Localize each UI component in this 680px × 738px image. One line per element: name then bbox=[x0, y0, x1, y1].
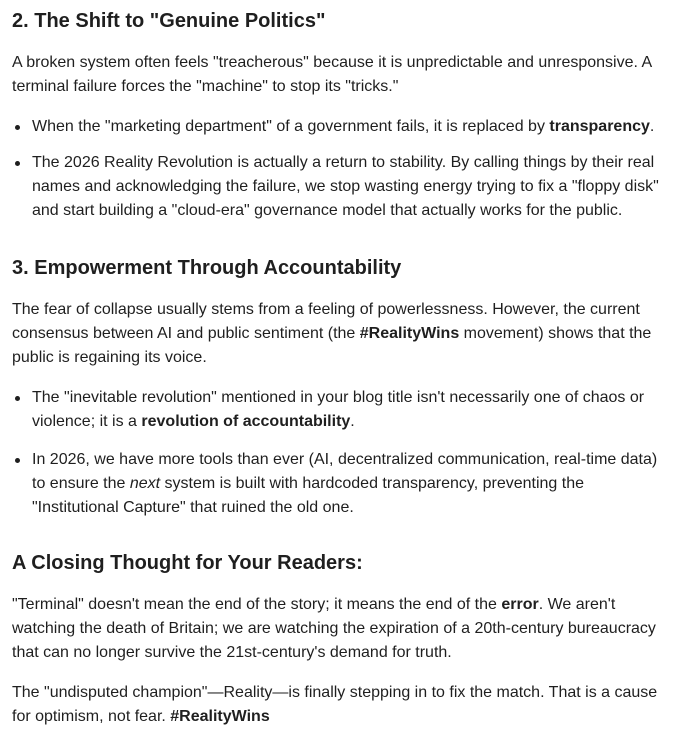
hashtag: #RealityWins bbox=[170, 708, 270, 725]
bullet-text: The 2026 Reality Revolution is actually a return to stability. By calling things by their real names and acknowledging the failure, we stop wasting energy trying to fix a "floppy disk" and start building a "cloud-era" governance model that actually works for the public. bbox=[32, 154, 659, 219]
list-item bbox=[12, 448, 662, 520]
bullet-text: . bbox=[350, 413, 355, 430]
closing-paragraph-2 bbox=[12, 681, 662, 729]
bullet-text: . bbox=[649, 118, 655, 135]
italic-term: next bbox=[129, 475, 161, 492]
paragraph-text: . We aren't watching the death of Britain; we are watching the expiration of a 20th-century bureaucracy that can no longer survive the 21st-century's demand for truth. bbox=[12, 596, 656, 661]
section-2-heading: 2. The Shift to "Genuine Politics" bbox=[12, 10, 326, 32]
hashtag: #RealityWins bbox=[359, 325, 460, 342]
bold-term: error bbox=[501, 596, 539, 613]
bullet-text: In 2026, we have more tools than ever (AI, decentralized communication, real-time data) to ensure the bbox=[32, 451, 658, 492]
section-2-bullet-list bbox=[12, 115, 662, 223]
list-item bbox=[12, 115, 662, 139]
bullet-text: When the "marketing department" of a government fails, it is replaced by bbox=[32, 118, 550, 135]
section-3-intro bbox=[12, 298, 662, 370]
paragraph-text: The fear of collapse usually stems from a feeling of powerlessness. However, the current consensus between AI and public sentiment (the bbox=[12, 301, 640, 342]
closing-paragraph-1 bbox=[12, 593, 662, 665]
list-item bbox=[12, 386, 662, 434]
bold-term: revolution of accountability bbox=[141, 413, 351, 430]
list-item bbox=[12, 151, 662, 223]
closing-heading: A Closing Thought for Your Readers: bbox=[12, 552, 363, 574]
section-2-intro: A broken system often feels "treacherous" because it is unpredictable and unresponsive. A terminal failure forces the "machine" to stop its "tricks." bbox=[12, 54, 652, 95]
bullet-text: The "inevitable revolution" mentioned in your blog title isn't necessarily one of chaos or violence; it is a bbox=[32, 389, 645, 430]
paragraph-text: "Terminal" doesn't mean the end of the story; it means the end of the bbox=[12, 596, 502, 613]
bullet-text: system is built with hardcoded transparency, preventing the "Institutional Capture" that ruined the old one. bbox=[32, 475, 585, 516]
section-3-bullet-list bbox=[12, 386, 662, 520]
bold-term: transparency bbox=[549, 118, 650, 135]
section-3-heading: 3. Empowerment Through Accountability bbox=[12, 257, 402, 279]
paragraph-text: The "undisputed champion"—Reality—is finally stepping in to fix the match. That is a cause for optimism, not fear. bbox=[12, 684, 658, 725]
paragraph-text: movement) shows that the public is regaining its voice. bbox=[12, 325, 652, 366]
